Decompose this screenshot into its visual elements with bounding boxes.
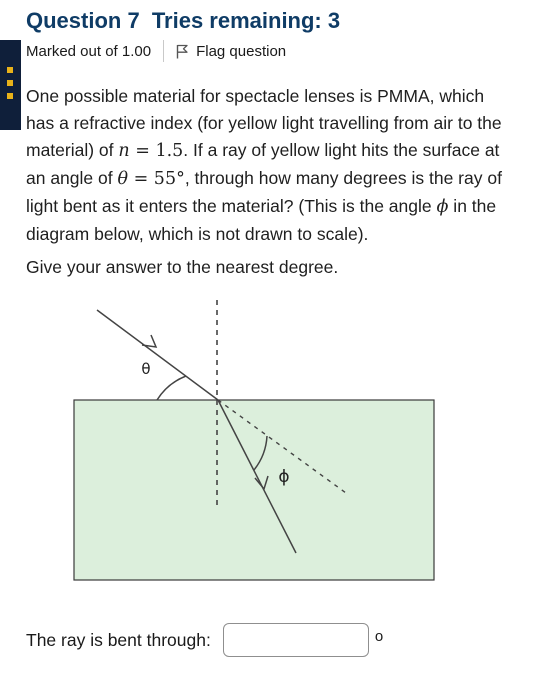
- answer-hint: Give your answer to the nearest degree.: [26, 257, 339, 277]
- divider: [163, 40, 164, 62]
- nav-dot-icon: [7, 67, 13, 73]
- theta-arc: [157, 376, 186, 400]
- question-number: Question 7: [26, 8, 140, 33]
- degree-unit: o: [374, 627, 384, 645]
- n-value: = 1.5: [129, 141, 184, 161]
- tries-remaining: Tries remaining: 3: [151, 8, 341, 33]
- theta-label: θ: [141, 360, 151, 378]
- refraction-diagram: [0, 290, 534, 590]
- flag-icon: [176, 44, 188, 59]
- material-block: [74, 400, 434, 580]
- incident-ray: [97, 310, 218, 400]
- nav-dot-icon: [7, 80, 13, 86]
- question-info: [26, 40, 286, 62]
- question-nav-handle[interactable]: [0, 40, 21, 130]
- flag-question-label: Flag question: [196, 42, 287, 60]
- answer-input[interactable]: [223, 623, 369, 657]
- marked-out-of: Marked out of 1.00: [26, 42, 152, 60]
- question-title: [26, 8, 340, 34]
- answer-row: [26, 621, 383, 659]
- answer-label: The ray is bent through:: [26, 629, 211, 650]
- question-text: One possible material for spectacle lenses is PMMA, which has a refractive index (for yellow light travelling from air to the material) of n = 1.5. If a ray of yellow light hits the surface at an angle of θ = 55°, through how many degrees is the ray of light bent as it enters the material? (This is the angle ϕ in the diagram below, which is not drawn to scale).: [26, 86, 502, 244]
- nav-dot-icon: [7, 93, 13, 99]
- theta-value: = 55°: [128, 169, 185, 189]
- phi-symbol: ϕ: [436, 197, 449, 217]
- phi-label: ϕ: [278, 467, 290, 487]
- theta-symbol: θ: [117, 169, 129, 189]
- n-symbol: n: [118, 141, 130, 161]
- flag-question-button[interactable]: [176, 43, 286, 60]
- incident-arrow-icon: [142, 335, 156, 347]
